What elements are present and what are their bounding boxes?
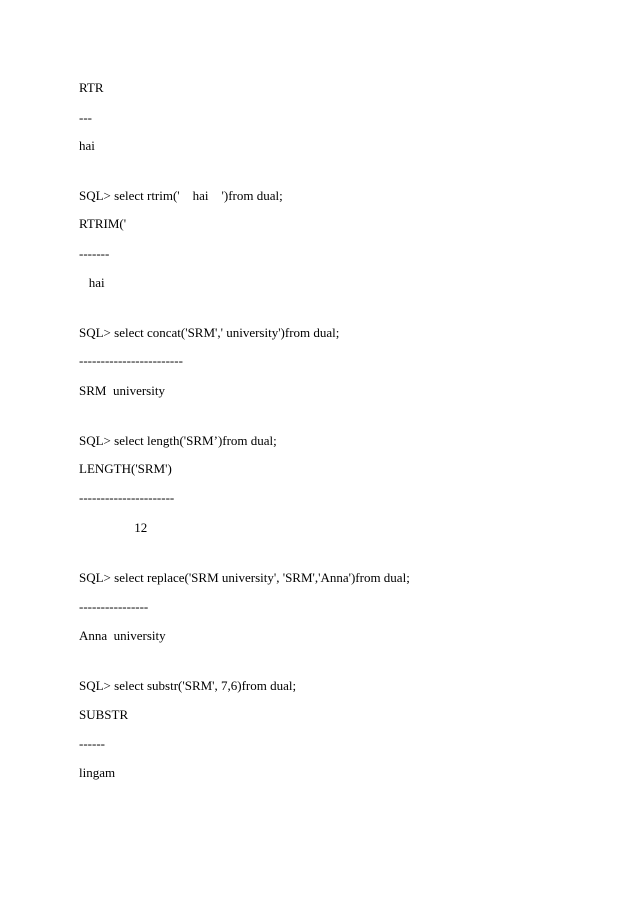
output-value: Anna university — [79, 628, 166, 643]
output-separator: ------ — [79, 736, 105, 751]
output-value: 12 — [79, 520, 148, 535]
output-value: lingam — [79, 765, 116, 780]
output-separator: ------------------------ — [79, 353, 183, 368]
output-separator: --- — [79, 110, 92, 125]
sql-statement-rtrim: SQL> select rtrim(' hai ')from dual; — [79, 188, 283, 203]
output-heading-length: LENGTH('SRM') — [79, 461, 172, 476]
sql-statement-substr: SQL> select substr('SRM', 7,6)from dual; — [79, 678, 297, 693]
sql-statement-replace: SQL> select replace('SRM university', 'SRM','Anna')from dual; — [79, 570, 410, 585]
output-separator: ---------------- — [79, 599, 149, 614]
output-heading-rtrim: RTRIM(' — [79, 216, 127, 231]
output-heading-rtr: RTR — [79, 80, 104, 95]
output-heading-substr: SUBSTR — [79, 707, 129, 722]
output-value: hai — [79, 138, 95, 153]
output-value: hai — [79, 275, 105, 290]
output-value: SRM university — [79, 383, 165, 398]
sql-statement-concat: SQL> select concat('SRM',' university')from dual; — [79, 325, 340, 340]
sql-statement-length: SQL> select length('SRM’)from dual; — [79, 433, 277, 448]
output-separator: ------- — [79, 246, 110, 261]
output-separator: ---------------------- — [79, 490, 175, 505]
